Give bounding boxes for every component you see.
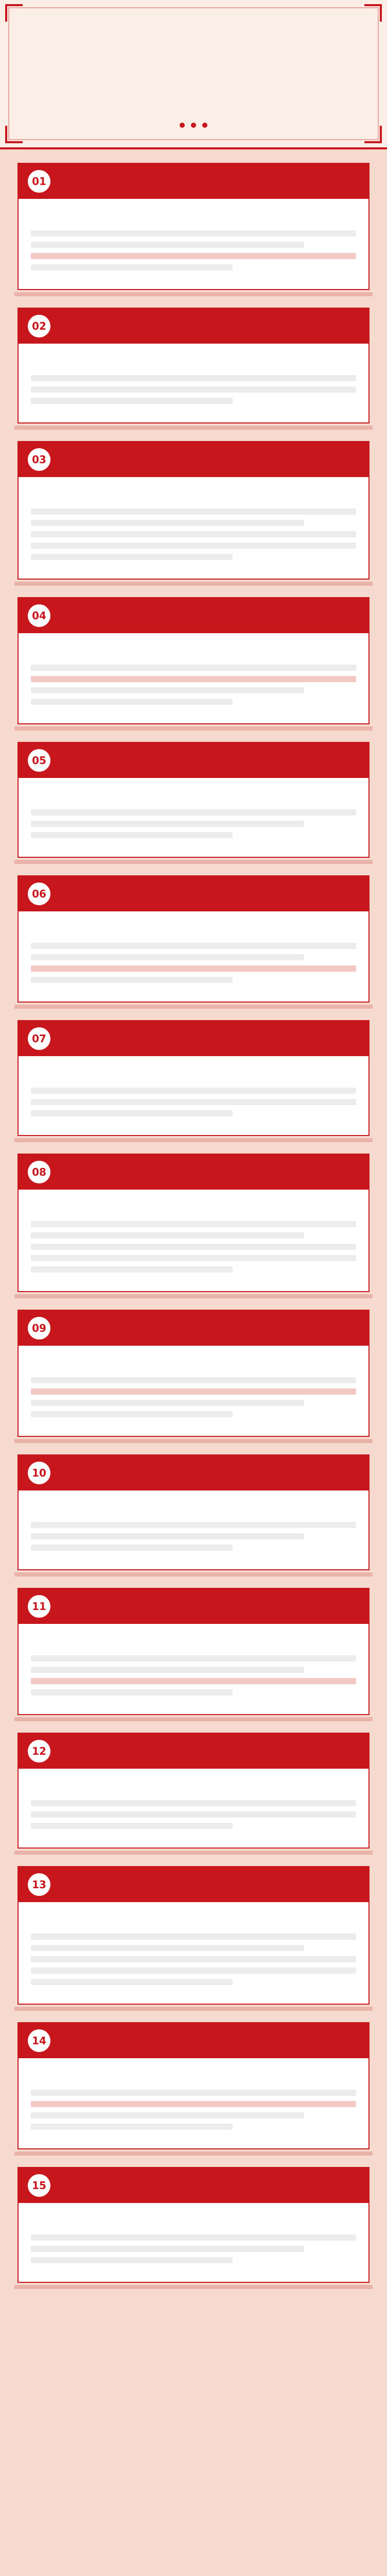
text-line-placeholder (31, 1800, 356, 1806)
qa-card (17, 1454, 370, 1570)
qa-card-header (19, 164, 368, 199)
question-number-badge: 05 (28, 749, 50, 772)
qa-card (17, 2022, 370, 2149)
text-line-placeholder (31, 2124, 233, 2130)
text-line-placeholder (31, 2246, 304, 2252)
text-line-placeholder (31, 1377, 356, 1383)
question-number-badge: 12 (28, 1740, 50, 1762)
text-line-placeholder (31, 2101, 356, 2107)
answer-body (19, 2203, 368, 2282)
text-line-placeholder (31, 1956, 356, 1962)
text-line-placeholder (31, 531, 356, 537)
answer-body (19, 1624, 368, 1714)
text-line-placeholder (31, 1678, 356, 1684)
qa-card (17, 441, 370, 580)
answer-body (19, 778, 368, 857)
qa-card-header (19, 1155, 368, 1190)
question-number-badge: 04 (28, 604, 50, 627)
text-line-placeholder (31, 832, 233, 838)
text-line-placeholder (31, 1411, 233, 1417)
question-number-badge: 01 (28, 170, 50, 193)
answer-body (19, 1346, 368, 1436)
qa-card (17, 1154, 370, 1292)
text-line-placeholder (31, 1655, 356, 1662)
question-number-badge: 06 (28, 883, 50, 905)
text-line-placeholder (31, 699, 233, 705)
text-line-placeholder (31, 1088, 356, 1094)
text-line-placeholder (31, 1388, 356, 1395)
qa-card-header (19, 1867, 368, 1902)
answer-body (19, 344, 368, 422)
text-line-placeholder (31, 1400, 304, 1406)
text-line-placeholder (31, 1221, 356, 1227)
text-line-placeholder (31, 676, 356, 682)
text-line-placeholder (31, 1244, 356, 1250)
answer-body (19, 633, 368, 723)
text-line-placeholder (31, 687, 304, 693)
qa-card-header (19, 1734, 368, 1769)
banner-corner-ornament (364, 4, 382, 22)
text-line-placeholder (31, 1823, 233, 1829)
question-number-badge: 07 (28, 1027, 50, 1050)
text-line-placeholder (31, 1545, 233, 1551)
qa-card (17, 1020, 370, 1136)
text-line-placeholder (31, 2257, 233, 2263)
answer-body (19, 1490, 368, 1569)
question-number-badge: 14 (28, 2029, 50, 2052)
question-number-badge: 02 (28, 315, 50, 337)
title-banner (0, 0, 387, 149)
text-line-placeholder (31, 1110, 233, 1116)
qa-card-header (19, 1589, 368, 1624)
text-line-placeholder (31, 1232, 304, 1239)
qa-card (17, 308, 370, 423)
text-line-placeholder (31, 1689, 233, 1696)
question-number-badge: 08 (28, 1161, 50, 1183)
banner-dots (0, 120, 387, 130)
qa-card-header (19, 442, 368, 477)
text-line-placeholder (31, 1266, 233, 1273)
text-line-placeholder (31, 821, 304, 827)
question-number-badge: 15 (28, 2174, 50, 2197)
text-line-placeholder (31, 1968, 356, 1974)
footer-note (17, 2300, 370, 2309)
qa-card (17, 1866, 370, 2005)
qa-list (0, 149, 387, 2283)
qa-card (17, 1310, 370, 1437)
qa-card-header (19, 309, 368, 344)
text-line-placeholder (31, 1811, 356, 1818)
text-line-placeholder (31, 375, 356, 381)
question-number-badge: 10 (28, 1462, 50, 1484)
qa-card-header (19, 2168, 368, 2203)
text-line-placeholder (31, 253, 356, 259)
qa-card-header (19, 598, 368, 633)
text-line-placeholder (31, 977, 233, 983)
qa-card-header (19, 1021, 368, 1056)
text-line-placeholder (31, 398, 233, 404)
qa-card (17, 875, 370, 1003)
qa-card (17, 742, 370, 858)
qa-card (17, 1588, 370, 1715)
answer-body (19, 911, 368, 1002)
qa-card (17, 1733, 370, 1849)
text-line-placeholder (31, 1255, 356, 1261)
question-number-badge: 13 (28, 1873, 50, 1896)
text-line-placeholder (31, 1667, 304, 1673)
text-line-placeholder (31, 386, 356, 393)
text-line-placeholder (31, 264, 233, 270)
answer-body (19, 1769, 368, 1848)
answer-body (19, 1902, 368, 2004)
text-line-placeholder (31, 1979, 233, 1985)
qa-card-header (19, 2023, 368, 2058)
text-line-placeholder (31, 1533, 304, 1539)
answer-body (19, 1190, 368, 1291)
answer-body (19, 1056, 368, 1135)
text-line-placeholder (31, 554, 233, 560)
text-line-placeholder (31, 943, 356, 949)
question-number-badge: 11 (28, 1595, 50, 1618)
question-number-badge: 03 (28, 448, 50, 471)
text-line-placeholder (31, 1522, 356, 1528)
text-line-placeholder (31, 2112, 304, 2119)
text-line-placeholder (31, 2090, 356, 2096)
qa-card-header (19, 876, 368, 911)
banner-corner-ornament (5, 4, 23, 22)
text-line-placeholder (31, 954, 304, 960)
qa-card (17, 597, 370, 724)
qa-card (17, 163, 370, 290)
text-line-placeholder (31, 809, 356, 816)
question-number-badge: 09 (28, 1317, 50, 1340)
text-line-placeholder (31, 543, 356, 549)
text-line-placeholder (31, 965, 356, 972)
qa-card (17, 2167, 370, 2283)
text-line-placeholder (31, 242, 304, 248)
qa-card-header (19, 743, 368, 778)
qa-card-header (19, 1311, 368, 1346)
text-line-placeholder (31, 665, 356, 671)
answer-body (19, 199, 368, 289)
text-line-placeholder (31, 1934, 356, 1940)
text-line-placeholder (31, 2234, 356, 2241)
text-line-placeholder (31, 1099, 356, 1105)
text-line-placeholder (31, 520, 304, 526)
text-line-placeholder (31, 1945, 304, 1951)
text-line-placeholder (31, 230, 356, 236)
answer-body (19, 2058, 368, 2148)
answer-body (19, 477, 368, 579)
qa-card-header (19, 1455, 368, 1490)
text-line-placeholder (31, 509, 356, 515)
